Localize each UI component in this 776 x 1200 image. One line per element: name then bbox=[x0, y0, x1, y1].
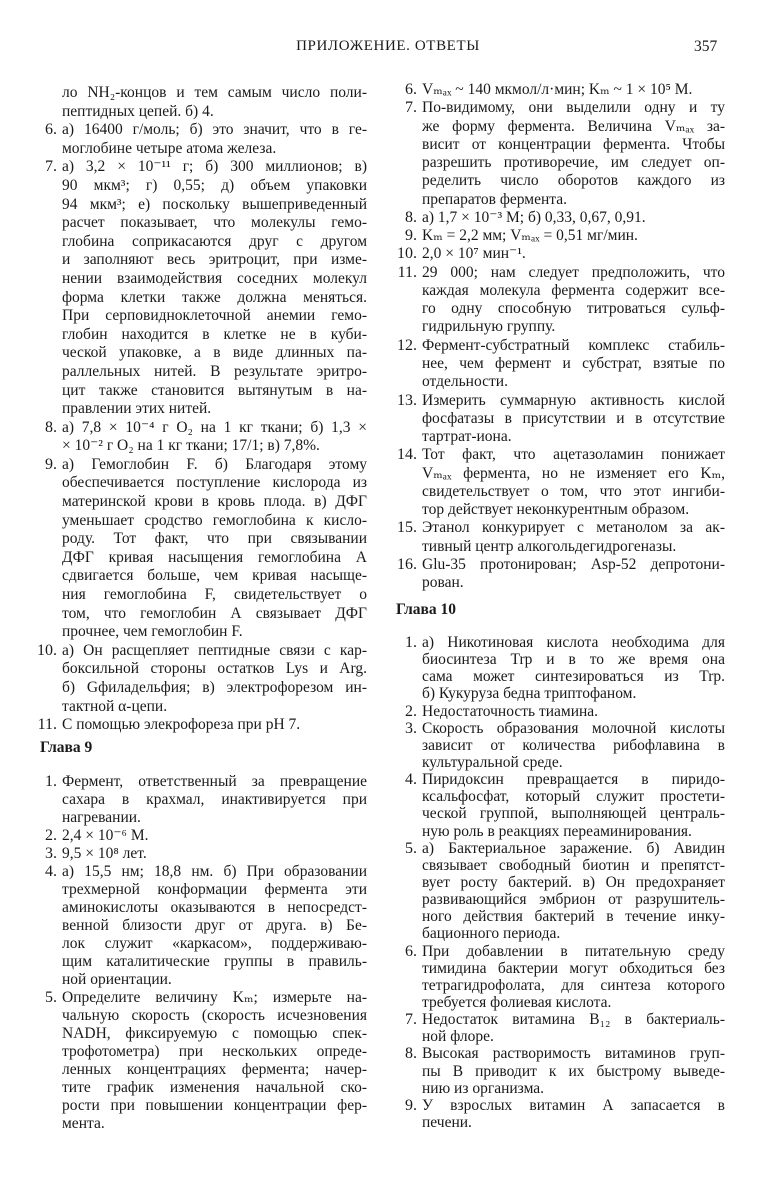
answer-text-line: б) Gфиладельфия; в) электрофорезом ин- bbox=[62, 679, 367, 696]
answer-item bbox=[45, 827, 367, 845]
answer-text-line: ленных концентрациях фермента; начер- bbox=[62, 1061, 367, 1078]
answer-text-line: У взрослых витамин А запасается в bbox=[422, 1096, 725, 1114]
answer-item bbox=[45, 773, 367, 827]
answer-text-line: препаратов фермента. bbox=[422, 190, 567, 208]
answer-text-line: глобин находится в клетке не в куби- bbox=[62, 325, 367, 343]
answer-text-line: тор действует неконкурентным образом. bbox=[422, 501, 690, 519]
answer-item bbox=[397, 263, 725, 337]
answer-text-line: фосфатазы в присутствии и в отсутствие bbox=[422, 409, 725, 427]
answer-item bbox=[405, 99, 725, 209]
answer-text-line: Фермент-субстратный комплекс стабиль- bbox=[422, 336, 725, 354]
answer-number: 3. bbox=[405, 719, 417, 737]
answer-text-line: Скорость образования молочной кислоты bbox=[422, 719, 725, 737]
answer-text-line: Недостаток витамина B₁₂ в бактериаль- bbox=[422, 1011, 725, 1029]
answer-text-line: нении взаимодействия соседних молекул bbox=[62, 269, 367, 287]
answer-item bbox=[405, 771, 725, 840]
answer-text-line: 90 мкм³; г) 0,55; д) объем упаковки bbox=[62, 176, 367, 194]
answer-text-line: ного действия бактерий в течение инку- bbox=[422, 908, 725, 926]
answer-item bbox=[397, 555, 725, 593]
running-header: ПРИЛОЖЕНИЕ. ОТВЕТЫ bbox=[296, 38, 480, 54]
answer-text-line: ло NH₂-концов и тем самым число поли- bbox=[62, 84, 367, 101]
answer-item bbox=[397, 391, 725, 447]
answer-text-line: же форму фермента. Величина Vₘₐₓ за- bbox=[422, 117, 725, 135]
answer-text-line: 29 000; нам следует предположить, что bbox=[422, 263, 725, 281]
answer-text-line: обеспечивается поступление кислорода из bbox=[62, 474, 367, 492]
answer-number: 8. bbox=[405, 208, 417, 226]
answer-text-line: 2,0 × 10⁷ мин⁻¹. bbox=[422, 245, 526, 263]
answer-text-line: а) 3,2 × 10⁻¹¹ г; б) 300 миллионов; в) bbox=[62, 158, 367, 176]
answer-number: 11. bbox=[37, 716, 57, 734]
answer-text-line: вует росту бактерий. в) Он предохраняет bbox=[422, 873, 725, 891]
answer-text-line: ной флоре. bbox=[422, 1028, 494, 1046]
answer-text-line: прочнее, чем гемоглобин F. bbox=[62, 623, 243, 641]
answer-text-line: висит от концентрации фермента. Чтобы bbox=[422, 135, 725, 153]
answer-item bbox=[405, 81, 725, 99]
answer-text-line: Vₘₐₓ фермента, но не изменяет его Kₘ, bbox=[422, 464, 725, 482]
answer-item bbox=[62, 84, 367, 121]
answer-number: 3. bbox=[45, 845, 57, 862]
answer-number: 9. bbox=[405, 1096, 417, 1114]
answer-item bbox=[405, 208, 725, 227]
chapter-10-answers bbox=[405, 634, 725, 1131]
answer-text-line: сдвигается больше, чем кривая насыще- bbox=[62, 567, 367, 585]
answer-text-line: а) 1,7 × 10⁻³ М; б) 0,33, 0,67, 0,91. bbox=[422, 208, 646, 226]
answer-item bbox=[45, 121, 367, 158]
answer-text-line: трофотометра) при нескольких опреде- bbox=[62, 1043, 367, 1060]
answer-item bbox=[405, 1045, 725, 1097]
answer-text-line: тактной α-цепи. bbox=[62, 697, 168, 715]
answer-number: 11. bbox=[397, 263, 417, 281]
answer-number: 6. bbox=[405, 81, 417, 98]
answer-number: 4. bbox=[45, 863, 57, 880]
answer-item bbox=[45, 158, 367, 418]
answer-text-line: каждая молекула фермента содержит все- bbox=[422, 281, 725, 299]
answer-number: 13. bbox=[397, 391, 417, 409]
answer-text-line: а) 15,5 нм; 18,8 нм. б) При образовании bbox=[62, 863, 367, 880]
answer-item bbox=[405, 702, 725, 720]
answer-text-line: ДФГ кривая насыщения гемоглобина А bbox=[62, 548, 367, 566]
answer-number: 1. bbox=[45, 773, 57, 790]
answer-text-line: Фермент, ответственный за превращение bbox=[62, 773, 367, 790]
answer-text-line: тетрагидрофолата, для синтеза которого bbox=[422, 976, 725, 994]
answer-text-line: уменьшает сродство гемоглобина к кисло- bbox=[62, 511, 367, 529]
answer-text-line: венной близости друг от друга. в) Бе- bbox=[62, 917, 367, 934]
answers-list-right bbox=[397, 81, 725, 592]
answer-number: 2. bbox=[405, 702, 417, 720]
answer-text-line: материнской крови в кровь плода. в) ДФГ bbox=[62, 493, 367, 511]
answer-text-line: рован. bbox=[422, 574, 464, 592]
answer-text-line: сама может синтезироваться из Trp. bbox=[422, 668, 725, 686]
answer-number: 10. bbox=[37, 641, 57, 659]
answer-text-line: печени. bbox=[422, 1113, 472, 1131]
answer-text-line: При добавлении в питательную среду bbox=[422, 942, 725, 960]
answer-text-line: По-видимому, они выделили одну и ту bbox=[422, 99, 725, 117]
answer-text-line: моглобине четыре атома железа. bbox=[62, 139, 277, 157]
answer-text-line: тите график изменения начальной ско- bbox=[62, 1079, 367, 1096]
answer-text-line: При серповидноклеточной анемии гемо- bbox=[62, 307, 367, 325]
answer-number: 9. bbox=[405, 227, 417, 245]
answer-number: 1. bbox=[405, 634, 417, 651]
answer-number: 6. bbox=[45, 121, 57, 139]
answer-text-line: том, что гемоглобин А связывает ДФГ bbox=[62, 604, 367, 622]
answer-item bbox=[37, 716, 367, 735]
answer-text-line: нию из организма. bbox=[422, 1079, 545, 1097]
answer-item bbox=[45, 863, 367, 989]
answer-text-line: тартрат-иона. bbox=[422, 428, 512, 446]
answer-text-line: разрешить противоречие, им следует оп- bbox=[422, 154, 725, 172]
answer-item bbox=[45, 455, 367, 642]
answer-number: 7. bbox=[405, 1011, 417, 1029]
answer-text-line: тимидина бактерии могут обходиться без bbox=[422, 959, 725, 977]
answer-text-line: ределить число оборотов каждого из bbox=[422, 172, 725, 190]
answer-text-line: Высокая растворимость витаминов груп- bbox=[422, 1045, 725, 1063]
answer-text-line: Glu-35 протонирован; Asp-52 депротони- bbox=[422, 555, 725, 573]
answer-item bbox=[405, 839, 725, 943]
answer-item bbox=[405, 634, 725, 703]
chapter-9-heading: Глава 9 bbox=[40, 739, 93, 756]
answer-number: 10. bbox=[397, 245, 417, 263]
answer-text-line: раллельных нитей. В результате эритро- bbox=[62, 362, 367, 380]
answer-text-line: го одну способную титроваться сульф- bbox=[422, 300, 725, 318]
answer-text-line: развивающийся эмбрион от разрушитель- bbox=[422, 891, 725, 909]
answer-text-line: пы В приводит к их быстрому выведе- bbox=[422, 1062, 725, 1080]
answer-number: 7. bbox=[405, 99, 417, 117]
answer-number: 5. bbox=[45, 989, 57, 1006]
answer-text-line: аминокислоты оказываются в непосредст- bbox=[62, 899, 367, 916]
answer-text-line: правлении этих нитей. bbox=[62, 400, 212, 418]
answer-item bbox=[405, 1011, 725, 1046]
answer-text-line: чальную скорость (скорость исчезновения bbox=[62, 1007, 367, 1024]
answer-text-line: цит также становится вытянутым в на- bbox=[62, 381, 367, 399]
answer-text-line: а) Гемоглобин F. б) Благодаря этому bbox=[62, 455, 367, 473]
answer-number: 15. bbox=[397, 519, 417, 537]
answer-number: 8. bbox=[405, 1045, 417, 1063]
answer-item bbox=[45, 845, 367, 863]
answer-text-line: трехмерной конформации фермента эти bbox=[62, 881, 367, 898]
answer-text-line: а) 16400 г/моль; б) это значит, что в ге- bbox=[62, 121, 367, 139]
answer-text-line: 94 мкм³; е) поскольку вышеприведенный bbox=[62, 195, 367, 213]
answer-text-line: Пиридоксин превращается в пиридо- bbox=[422, 771, 725, 789]
chapter-10-heading: Глава 10 bbox=[396, 601, 457, 618]
answer-item bbox=[397, 446, 725, 519]
answer-number: 4. bbox=[405, 771, 417, 789]
answer-number: 12. bbox=[397, 336, 417, 354]
answer-text-line: ной ориентации. bbox=[62, 971, 172, 988]
answer-text-line: С помощью элекрофореза при pH 7. bbox=[62, 716, 301, 734]
answer-text-line: глобина соприкасаются друг с другом bbox=[62, 232, 367, 250]
answer-text-line: рости при повышении концентрации фер- bbox=[62, 1097, 367, 1114]
answers-list-continued bbox=[37, 84, 367, 735]
answer-text-line: б) Кукуруза бедна триптофаном. bbox=[422, 685, 637, 703]
answer-item bbox=[37, 641, 367, 716]
answer-text-line: Измерить суммарную активность кислой bbox=[422, 391, 725, 409]
answer-number: 2. bbox=[45, 827, 57, 844]
answer-text-line: бационного периода. bbox=[422, 925, 561, 943]
answer-text-line: роду. Тот факт, что при связывании bbox=[62, 530, 367, 548]
answer-text-line: гидрильную группу. bbox=[422, 318, 556, 336]
answer-item bbox=[405, 227, 725, 245]
answer-text-line: Тот факт, что ацетазоламин понижает bbox=[422, 446, 725, 464]
answer-text-line: пептидных цепей. б) 4. bbox=[62, 102, 214, 120]
answer-text-line: форма клетки также должна меняться. bbox=[62, 288, 367, 306]
answer-text-line: сахара в крахмал, инактивируется при bbox=[62, 791, 367, 808]
answer-text-line: и заполняют весь эритроцит, при изме- bbox=[62, 251, 367, 269]
answer-number: 14. bbox=[397, 446, 417, 464]
answer-text-line: биосинтеза Trp и в то же время она bbox=[422, 651, 725, 669]
answer-item bbox=[397, 245, 725, 263]
answer-item bbox=[397, 519, 725, 556]
answer-text-line: культуральной среде. bbox=[422, 753, 563, 771]
answer-number: 8. bbox=[45, 418, 57, 436]
answer-text-line: отдельности. bbox=[422, 373, 508, 391]
answer-item bbox=[405, 942, 725, 1012]
answer-text-line: а) Никотиновая кислота необходима для bbox=[422, 634, 725, 651]
answer-text-line: ксальфосфат, который служит простети- bbox=[422, 788, 725, 806]
answer-item bbox=[45, 418, 367, 456]
answer-text-line: Недостаточность тиамина. bbox=[422, 702, 599, 720]
answer-text-line: требуется фолиевая кислота. bbox=[422, 993, 612, 1011]
answer-text-line: Kₘ = 2,2 мм; Vₘₐₓ = 0,51 мг/мин. bbox=[422, 227, 638, 245]
answer-text-line: а) Бактериальное заражение. б) Авидин bbox=[422, 839, 725, 857]
chapter-9-answers bbox=[45, 773, 367, 1133]
answer-item bbox=[397, 336, 725, 392]
page-number: 357 bbox=[694, 38, 718, 55]
answer-number: 6. bbox=[405, 942, 417, 960]
answer-text-line: а) Он расщепляет пептидные связи с кар- bbox=[62, 641, 367, 659]
answer-text-line: NADH, фиксируемую с помощью спек- bbox=[62, 1025, 367, 1042]
answer-text-line: связывает свободный биотин и препятст- bbox=[422, 856, 725, 874]
answer-item bbox=[45, 989, 367, 1133]
answer-text-line: 9,5 × 10⁸ лет. bbox=[62, 845, 147, 862]
answer-number: 9. bbox=[45, 455, 57, 473]
answer-item bbox=[405, 719, 725, 771]
answer-number: 7. bbox=[45, 158, 57, 176]
answer-text-line: щим каталитические группы в правиль- bbox=[62, 953, 367, 970]
answer-text-line: тивный центр алкогольдегидрогеназы. bbox=[422, 537, 677, 555]
answer-item bbox=[405, 1096, 725, 1131]
answer-text-line: Этанол конкурирует с метанолом за ак- bbox=[422, 519, 725, 537]
answer-text-line: а) 7,8 × 10⁻⁴ г O₂ на 1 кг ткани; б) 1,3 × bbox=[62, 418, 367, 436]
answer-text-line: ческой группой, выполняющей централь- bbox=[422, 805, 725, 823]
answer-text-line: ную роль в реакциях переаминирования. bbox=[422, 822, 692, 840]
answer-text-line: Определите величину Kₘ; измерьте на- bbox=[62, 989, 367, 1006]
answer-text-line: свидетельствует о том, что этот ингиби- bbox=[422, 482, 725, 500]
answer-text-line: нагревании. bbox=[62, 809, 141, 826]
answer-number: 16. bbox=[397, 555, 417, 573]
answer-text-line: лок служит «каркасом», поддерживаю- bbox=[62, 935, 367, 952]
answer-text-line: боксильной стороны остатков Lys и Arg. bbox=[62, 660, 367, 678]
answer-text-line: расчет показывает, что молекулы гемо- bbox=[62, 214, 367, 232]
answer-text-line: 2,4 × 10⁻⁶ М. bbox=[62, 827, 149, 844]
answer-text-line: зависит от количества рибофлавина в bbox=[422, 736, 725, 754]
answer-text-line: × 10⁻² г O₂ на 1 кг ткани; 17/1; в) 7,8%. bbox=[62, 437, 320, 455]
answer-text-line: ния гемоглобина F, свидетельствует о bbox=[62, 586, 367, 604]
answer-text-line: Vₘₐₓ ~ 140 мкмол/л·мин; Kₘ ~ 1 × 10⁵ М. bbox=[422, 81, 693, 98]
answer-text-line: ческой упаковке, а в виде длинных па- bbox=[62, 344, 367, 362]
answer-text-line: мента. bbox=[62, 1115, 105, 1132]
answer-text-line: нее, чем фермент и субстрат, взятые по bbox=[422, 354, 725, 372]
answer-number: 5. bbox=[405, 839, 417, 857]
